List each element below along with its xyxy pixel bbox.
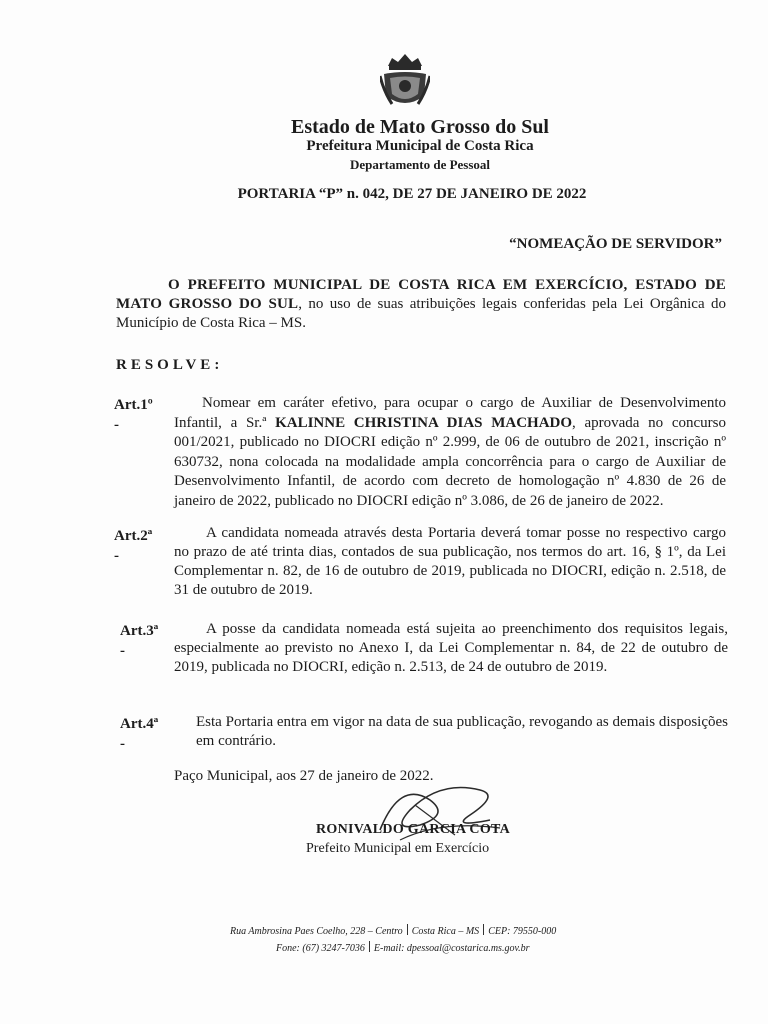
footer-email: E-mail: dpessoal@costarica.ms.gov.br xyxy=(373,943,530,954)
article-label: Art.2ª - xyxy=(114,528,153,564)
footer-contact-line xyxy=(276,941,606,954)
document-subject: “NOMEAÇÃO DE SERVIDOR” xyxy=(509,236,722,252)
intro-text: , no uso de suas atribuições legais conferidas pela Lei Orgânica do Município de Costa Rica – MS. xyxy=(116,296,727,331)
header-departamento: Departamento de Pessoal xyxy=(349,157,491,172)
handwritten-signature xyxy=(360,770,510,850)
nominee-name: KALINNE CHRISTINA DIAS MACHADO xyxy=(275,414,573,431)
article-text: A candidata nomeada através desta Portaria deverá tomar posse no respectivo cargo no prazo de até trinta dias, contados de sua publicação, nos termos do art. 16, § 1º, da Lei Complementar n. 82, de 16 de outubro de 2019, publicada no DIOCRI, edição n. 2.518, de 31 de outubro de 2019. xyxy=(174,525,726,598)
article-label: Art.4ª - xyxy=(120,716,159,752)
resolve-heading: RESOLVE: xyxy=(116,357,224,373)
footer-address-line xyxy=(230,924,630,937)
article-label: Art.3ª - xyxy=(120,623,159,659)
signer-name: RONIVALDO GARCIA COTA xyxy=(316,822,511,837)
footer-phone: Fone: (67) 3247-7036 xyxy=(276,943,365,954)
intro-paragraph xyxy=(116,276,726,333)
footer-address: Rua Ambrosina Paes Coelho, 228 – Centro xyxy=(230,926,403,937)
municipal-coat-of-arms-icon xyxy=(380,52,430,110)
signer-role: Prefeito Municipal em Exercício xyxy=(306,841,490,856)
place-and-date: Paço Municipal, aos 27 de janeiro de 2022. xyxy=(174,768,434,784)
header-prefeitura: Prefeitura Municipal de Costa Rica xyxy=(306,138,534,154)
article-text: Nomear em caráter efetivo, para ocupar o cargo de Auxiliar de Desenvolvimento Infantil, a Sr.ª KALINNE CHRISTINA DIAS MACHADO, aprovada no concurso 001/2021, publicado no DIOCRI edição nº 2.999, de 06 de outubro de 2021, inscrição nº 630732, nona colocada na modalidade ampla concorrência para o cargo de Auxiliar de Desenvolvimento Infantil, de acordo com decreto de homologação nº 4.830 de 26 de janeiro de 2022, publicado no DIOCRI edição nº 3.086, de 26 de janeiro de 2022. xyxy=(174,395,726,509)
intro-bold: O PREFEITO MUNICIPAL DE COSTA RICA EM EXERCÍCIO, ESTADO DE MATO GROSSO DO SUL xyxy=(116,277,726,312)
header-state: Estado de Mato Grosso do Sul xyxy=(290,116,549,138)
portaria-title: PORTARIA “P” n. 042, DE 27 DE JANEIRO DE 2022 xyxy=(237,186,587,202)
footer-city: Costa Rica – MS xyxy=(411,926,480,937)
footer-cep: CEP: 79550-000 xyxy=(488,926,557,937)
article-label: Art.1º - xyxy=(114,397,153,433)
article-text: Esta Portaria entra em vigor na data de sua publicação, revogando as demais disposições em contrário. xyxy=(196,714,728,749)
article-text: A posse da candidata nomeada está sujeita ao preenchimento dos requisitos legais, especialmente ao previsto no Anexo I, da Lei Complementar n. 84, de 22 de outubro de 2019, publicada no DIOCRI, edição n. 2.513, de 24 de outubro de 2019. xyxy=(174,621,728,675)
